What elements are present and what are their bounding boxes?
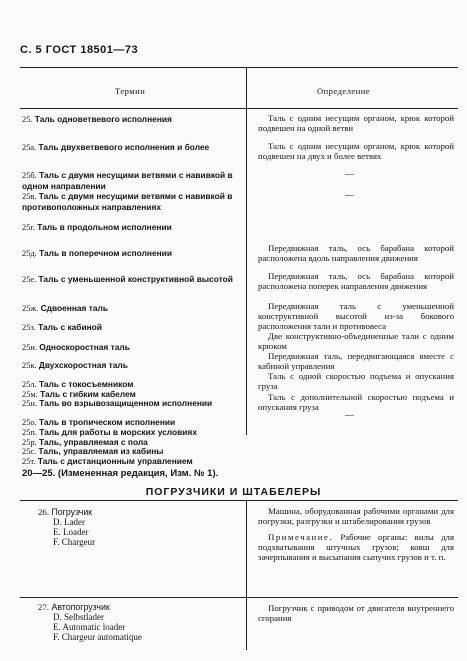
term-row: 25д. Таль в поперечном исполнении xyxy=(22,248,172,258)
term-row: 25о. Таль в тропическом исполнении xyxy=(22,417,176,427)
translation-en: E. Loader xyxy=(53,527,89,537)
term-row: 25. Таль одноветвевого исполнения xyxy=(22,114,172,124)
definition-text: Таль с одним несущим органом, крюк которой подвешен на одной ветви xyxy=(258,113,454,133)
term-row: 25м. Таль с гибким кабелем xyxy=(22,389,136,399)
term-row: 25г. Таль в продольном исполнении xyxy=(22,222,172,232)
amendment-note: 20—25. (Измененная редакция, Изм. № 1). xyxy=(22,468,219,479)
section-term-row: 27. Автопогрузчик D. Selbstlader E. Automatic loader F. Chargeur automatique xyxy=(38,602,238,642)
table-top-rule xyxy=(20,67,458,68)
term-row: 25б. Таль с двумя несущими ветвями с навивкой в одном направлении xyxy=(22,170,233,191)
definition-text: Передвижная таль с уменьшенной конструктивной высотой из-за бокового расположения тали и противовеса xyxy=(258,301,454,331)
term-row: 25е. Таль с уменьшенной конструктивной высотой xyxy=(22,274,233,284)
term-row: 25н. Таль во взрывозащищенном исполнении xyxy=(22,398,213,408)
section-definition: Погрузчик с приводом от двигателя внутреннего сгорания xyxy=(258,603,454,623)
translation-de: D. Selbstlader xyxy=(53,612,104,622)
note-label: Примечание. xyxy=(268,532,334,542)
translation-de: D. Lader xyxy=(53,517,85,527)
section-title: ПОГРУЗЧИКИ И ШТАБЕЛЕРЫ xyxy=(145,486,322,498)
term-row: 25и. Односкоростная таль xyxy=(22,342,130,352)
section-row-rule xyxy=(20,597,458,598)
term-row: 25п. Таль для работы в морских условиях xyxy=(22,427,197,437)
definition-dash: — xyxy=(345,190,354,200)
term-row: 25т. Таль с дистанционным управлением xyxy=(22,456,193,466)
term-row: 25к. Двухскоростная таль xyxy=(22,360,128,370)
translation-fr: F. Chargeur xyxy=(53,537,96,547)
term-column-header: Термин xyxy=(115,86,146,96)
definition-column-header: Определение xyxy=(317,86,371,96)
definition-text: Передвижная таль, ось барабана которой расположена поперек направления движения xyxy=(258,271,454,291)
definition-dash: — xyxy=(345,410,354,420)
definition-text: Две конструктивно-объединенные тали с одним крюком xyxy=(258,331,454,351)
term-row: 25р. Таль, управляемая с пола xyxy=(22,437,148,447)
page-header: С. 5 ГОСТ 18501—73 xyxy=(20,44,139,56)
column-divider xyxy=(246,67,247,435)
definition-text: Таль с одним несущим органом, крюк которой подвешен на двух и более ветвях xyxy=(258,141,454,161)
section-column-divider xyxy=(246,500,247,650)
definition-text: Передвижная таль, ось барабана которой расположена вдоль направления движения xyxy=(258,243,454,263)
term-row: 25с. Таль, управляемая из кабины xyxy=(22,446,164,456)
term-row: 25а. Таль двухветвевого исполнения и более xyxy=(22,142,210,152)
translation-fr: F. Chargeur automatique xyxy=(53,632,142,642)
term-row: 25л. Таль с токосъемником xyxy=(22,379,134,389)
table-header-rule xyxy=(20,108,458,109)
definition-text: Передвижная таль, передвигающаяся вместе с кабиной управления xyxy=(258,351,454,371)
section-term-row: 26. Погрузчик D. Lader E. Loader F. Chargeur xyxy=(38,507,238,547)
definition-dash: — xyxy=(345,169,354,179)
section-definition: Машина, оборудованная рабочими органами для погрузки, разгрузки и штабелирования грузов Примечание. Рабочие органы: вилы для подхватывания штучных грузов; ковш для зачерпывания и высыпания сыпучих грузов и т. п. xyxy=(258,506,454,562)
term-row: 25в. Таль с двумя несущими ветвями с навивкой в противоположных направлениях xyxy=(22,191,233,212)
definition-text: Таль с одной скоростью подъема и опускания груза xyxy=(258,371,454,391)
section-table-top-rule xyxy=(20,500,458,501)
term-row: 25ж. Сдвоенная таль xyxy=(22,303,108,313)
term-row: 25з. Таль с кабиной xyxy=(22,322,102,332)
definition-text: Таль с дополнительной скоростью подъема и опускания груза xyxy=(258,392,454,412)
translation-en: E. Automatic loader xyxy=(53,622,126,632)
